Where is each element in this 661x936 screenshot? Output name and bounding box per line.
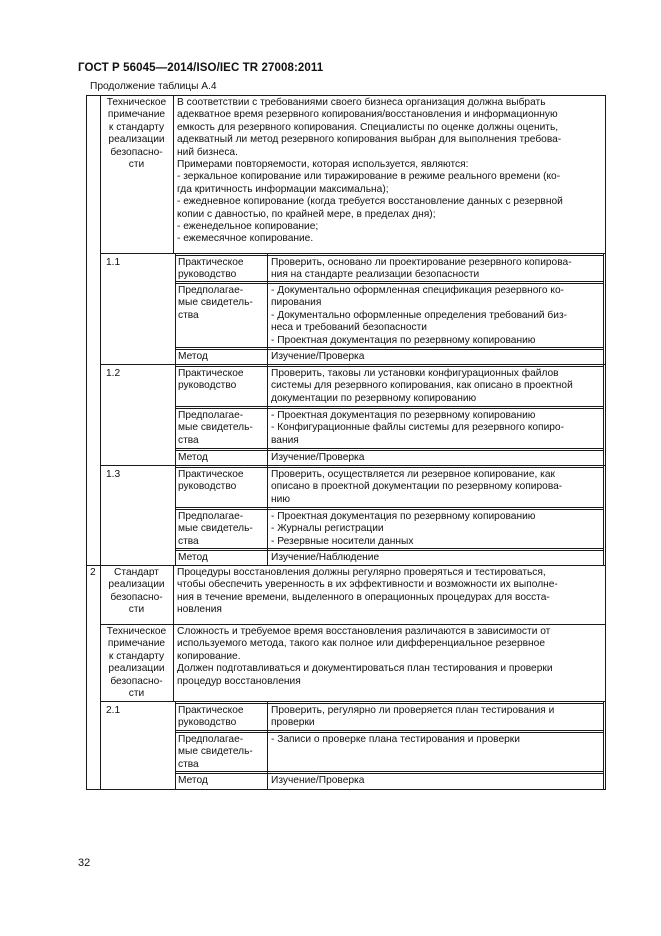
method-label: Метод <box>178 351 208 362</box>
expected-evidence-text: - Проектная документация по резервному копированию - Конфигурационные файлы системы для резервного копиро- вания <box>271 410 564 446</box>
row-id: 1.1 <box>106 257 121 268</box>
page-number: 32 <box>78 857 91 869</box>
practical-guidance-label: Практическое руководство <box>178 705 244 729</box>
method-text: Изучение/Проверка <box>271 452 365 463</box>
expected-evidence-label: Предполагае- мые свидетель- ства <box>178 734 253 770</box>
practical-guidance-text: Проверить, регулярно ли проверяется план тестирования и проверки <box>271 705 555 729</box>
expected-evidence-text: - Проектная документация по резервному копированию - Журналы регистрации - Резервные носители данных <box>271 511 536 547</box>
expected-evidence-label: Предполагае- мые свидетель- ства <box>178 285 253 321</box>
table-continuation-label: Продолжение таблицы А.4 <box>90 81 217 92</box>
row-id: 1.2 <box>106 368 121 379</box>
practical-guidance-text: Проверить, осуществляется ли резервное копирование, как описано в проектной документации по резервному копирова- нию <box>271 469 563 505</box>
security-standard-text: Процедуры восстановления должны регулярно проверяться и тестироваться, чтобы обеспечить уверенность в их эффективности и возможности их выполне- ния в течение времени, выделенного в операционных процедурах для восста- новления <box>177 567 558 616</box>
row-id: 2.1 <box>106 705 121 716</box>
expected-evidence-label: Предполагае- мые свидетель- ства <box>178 410 253 446</box>
tech-note-text: Сложность и требуемое время восстановления различаются в зависимости от используемого метода, такого как полное или дифференциальное резервное копирование. Должен подготавливаться и документироваться план тестирования и проверки процедур восстановления <box>177 626 553 687</box>
method-text: Изучение/Наблюдение <box>271 552 380 563</box>
practical-guidance-label: Практическое руководство <box>178 368 244 392</box>
expected-evidence-text: - Записи о проверке плана тестирования и проверки <box>271 734 520 745</box>
practical-guidance-label: Практическое руководство <box>178 257 244 281</box>
practical-guidance-label: Практическое руководство <box>178 469 244 493</box>
method-text: Изучение/Проверка <box>271 351 365 362</box>
expected-evidence-text: - Документально оформленная спецификация резервного ко- пирования - Документально оформленные определения требований биз- неса и требований безопасности - Проектная документация по резервному копированию <box>271 285 568 346</box>
practical-guidance-text: Проверить, таковы ли установки конфигурационных файлов системы для резервного копирования, как описано в проектной документации по резервному копированию <box>271 368 573 404</box>
tech-note-label: Техническое примечание к стандарту реализации безопасно- сти <box>106 97 167 171</box>
method-label: Метод <box>178 452 208 463</box>
row-id: 1.3 <box>106 469 121 480</box>
method-text: Изучение/Проверка <box>271 775 365 786</box>
security-standard-label: Стандарт реализации безопасно- сти <box>108 567 165 616</box>
tech-note-label: Техническое примечание к стандарту реализации безопасно- сти <box>106 626 167 700</box>
practical-guidance-text: Проверить, основано ли проектирование резервного копирова- ния на стандарте реализации безопасности <box>271 257 572 281</box>
document-header: ГОСТ Р 56045—2014/ISO/IEC TR 27008:2011 <box>78 62 324 74</box>
tech-note-text: В соответствии с требованиями своего бизнеса организация должна выбрать адекватное время резервного копирования/восстановления и информационную емкость для резервного копирования. Специалисты по оценке должны оценить, адекватный ли метод резервного копирования выбран для выполнения требова- ний бизнеса. Примерами повторяемости, которая используется, являются: - зеркальное копирование или тиражирование в режиме реального времени (ко- гда критичность информации максимальна); - ежедневное копирование (когда требуется восстановление данных с резервной копии с давностью, по крайней мере, в пределах дня); - еженедельное копирование; - ежемесячное копирование. <box>177 97 563 245</box>
section-number: 2 <box>90 567 96 578</box>
method-label: Метод <box>178 775 208 786</box>
method-label: Метод <box>178 552 208 563</box>
expected-evidence-label: Предполагае- мые свидетель- ства <box>178 511 253 547</box>
